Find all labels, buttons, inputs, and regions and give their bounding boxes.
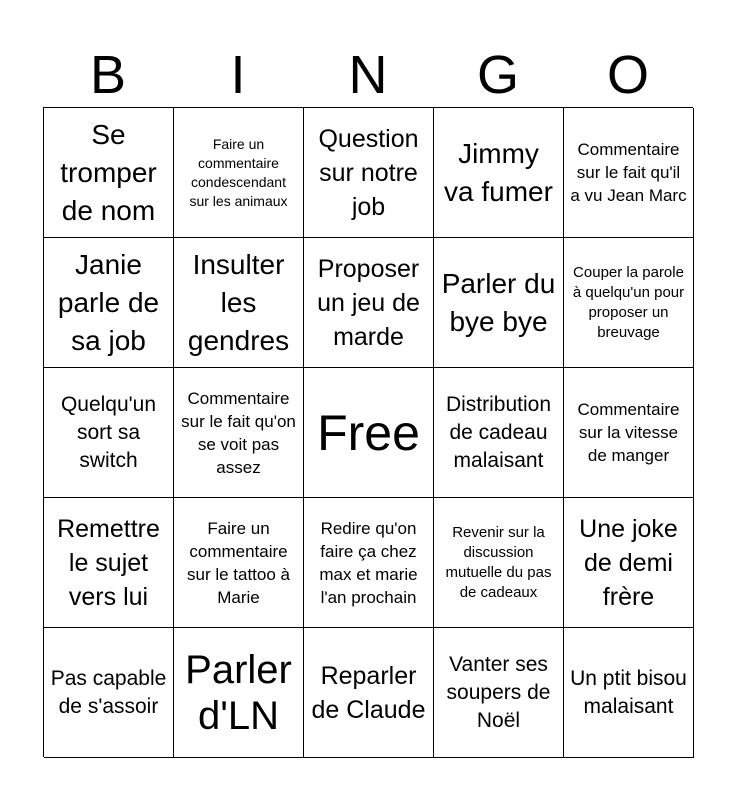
cell-label: Reparler de Claude — [311, 661, 426, 724]
bingo-cell-free[interactable] — [304, 368, 434, 498]
bingo-cell-r1-c2[interactable] — [174, 108, 304, 238]
cell-label: Faire un commentaire sur le tattoo à Marie — [186, 518, 290, 607]
cell-label: Commentaire sur le fait qu'on se voit pas assez — [181, 388, 296, 477]
bingo-cell-r3-c5[interactable] — [564, 368, 694, 498]
cell-label: Redire qu'on faire ça chez max et marie l'an prochain — [319, 518, 418, 607]
bingo-cell-r2-c2[interactable] — [174, 238, 304, 368]
bingo-cell-r1-c5[interactable] — [564, 108, 694, 238]
cell-label: Une joke de demi frère — [579, 514, 678, 611]
bingo-cell-r3-c4[interactable] — [434, 368, 564, 498]
bingo-grid — [43, 107, 693, 757]
bingo-cell-r2-c1[interactable] — [44, 238, 174, 368]
cell-label: Vanter ses soupers de Noël — [446, 652, 551, 732]
cell-label: Janie parle de sa job — [57, 248, 160, 356]
bingo-cell-r4-c4[interactable] — [434, 498, 564, 628]
bingo-cell-r5-c2[interactable] — [174, 628, 304, 758]
cell-label: Quelqu'un sort sa switch — [60, 392, 157, 472]
bingo-cell-r5-c3[interactable] — [304, 628, 434, 758]
bingo-cell-r2-c3[interactable] — [304, 238, 434, 368]
header-letter-o: O — [606, 45, 649, 105]
bingo-cell-r1-c4[interactable] — [434, 108, 564, 238]
cell-label: Parler du bye bye — [441, 267, 556, 337]
header-letter-g: G — [476, 45, 519, 105]
cell-label: Question sur notre job — [318, 124, 419, 221]
bingo-cell-r1-c1[interactable] — [44, 108, 174, 238]
cell-label: Commentaire sur le fait qu'il a vu Jean Marc — [570, 140, 687, 205]
bingo-cell-r1-c3[interactable] — [304, 108, 434, 238]
header-letter-b: B — [89, 45, 127, 105]
bingo-cell-r4-c3[interactable] — [304, 498, 434, 628]
cell-label: Se tromper de nom — [60, 118, 157, 226]
cell-label: Faire un commentaire condescendant sur les animaux — [189, 135, 288, 209]
free-space-label: Free — [317, 404, 420, 461]
bingo-cell-r2-c5[interactable] — [564, 238, 694, 368]
cell-label: Remettre le sujet vers lui — [57, 514, 160, 611]
bingo-cell-r5-c5[interactable] — [564, 628, 694, 758]
header-letter-i: I — [230, 45, 246, 105]
cell-label: Parler d'LN — [185, 647, 292, 738]
bingo-cell-r4-c2[interactable] — [174, 498, 304, 628]
cell-label: Couper la parole à quelqu'un pour proposer un breuvage — [572, 263, 685, 341]
cell-label: Commentaire sur la vitesse de manger — [577, 400, 680, 465]
bingo-cell-r4-c1[interactable] — [44, 498, 174, 628]
cell-label: Jimmy va fumer — [444, 137, 553, 207]
bingo-cell-r2-c4[interactable] — [434, 238, 564, 368]
bingo-cell-r4-c5[interactable] — [564, 498, 694, 628]
cell-label: Pas capable de s'assoir — [50, 666, 167, 718]
cell-label: Proposer un jeu de marde — [317, 254, 420, 351]
bingo-cell-r5-c1[interactable] — [44, 628, 174, 758]
header-letter-n: N — [348, 45, 388, 105]
cell-label: Distribution de cadeau malaisant — [445, 392, 552, 472]
cell-label: Insulter les gendres — [187, 248, 290, 356]
bingo-cell-r3-c1[interactable] — [44, 368, 174, 498]
bingo-cell-r5-c4[interactable] — [434, 628, 564, 758]
bingo-header — [43, 42, 693, 108]
bingo-cell-r3-c2[interactable] — [174, 368, 304, 498]
cell-label: Revenir sur la discussion mutuelle du pas de cadeaux — [445, 523, 552, 601]
cell-label: Un ptit bisou malaisant — [570, 666, 687, 718]
